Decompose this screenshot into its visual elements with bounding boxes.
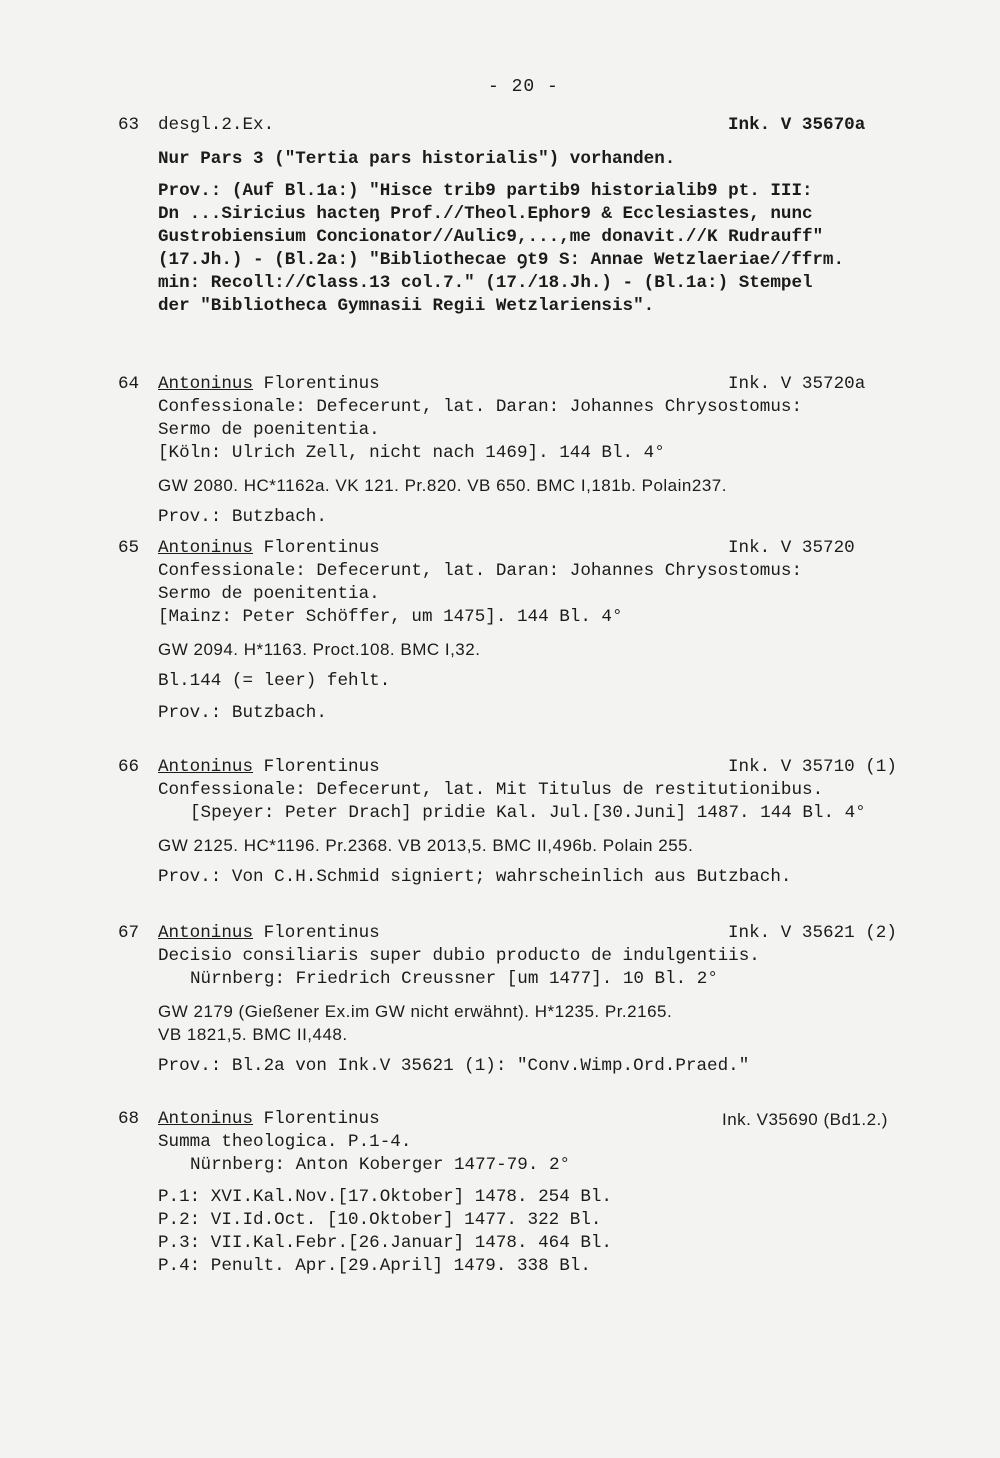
parts-list	[158, 1186, 938, 1278]
shelfmark: Ink. V35690 (Bd1.2.)	[722, 1110, 888, 1129]
provenance: Prov.: Butzbach.	[158, 703, 327, 723]
part-line: P.1: XVI.Kal.Nov.[17.Oktober] 1478. 254 Bl.	[158, 1187, 612, 1207]
entry-number: 67	[118, 923, 140, 943]
author-name: Antoninus	[158, 1109, 254, 1129]
title-line: Sermo de poenitentia.	[158, 584, 380, 604]
references: GW 2179 (Gießener Ex.im GW nicht erwähnt). H*1235. Pr.2165.	[158, 1002, 673, 1021]
entry-body	[158, 537, 938, 725]
references-continued: VB 1821,5. BMC II,448.	[158, 1025, 348, 1044]
provenance-line: der "Bibliotheca Gymnasii Regii Wetzlariensis".	[158, 296, 655, 316]
author-rest: Florentinus	[253, 1109, 380, 1129]
part-line: P.2: VI.Id.Oct. [10.Oktober] 1477. 322 Bl.	[158, 1210, 602, 1230]
collation-note: Bl.144 (= leer) fehlt.	[158, 671, 391, 691]
provenance: Prov.: Bl.2a von Ink.V 35621 (1): "Conv.Wimp.Ord.Praed."	[158, 1056, 750, 1076]
author-name: Antoninus	[158, 538, 254, 558]
shelfmark: Ink. V 35710 (1)	[728, 757, 897, 777]
author-rest: Florentinus	[253, 538, 380, 558]
imprint-line: Nürnberg: Friedrich Creussner [um 1477]. 10 Bl. 2°	[190, 969, 718, 989]
provenance-line: Gustrobiensium Concionator//Aulic9,...,me donavit.//K Rudrauff"	[158, 227, 824, 247]
author-rest: Florentinus	[253, 374, 380, 394]
imprint-line: Nürnberg: Anton Koberger 1477-79. 2°	[190, 1155, 571, 1175]
imprint-line: [Speyer: Peter Drach] pridie Kal. Jul.[30.Juni] 1487. 144 Bl. 4°	[190, 803, 866, 823]
entry-number: 65	[118, 538, 140, 558]
title-line: Decisio consiliaris super dubio producto de indulgentiis.	[158, 946, 760, 966]
entry-body	[158, 922, 938, 1078]
imprint-line: [Mainz: Peter Schöffer, um 1475]. 144 Bl. 4°	[158, 607, 623, 627]
entry-number: 63	[118, 115, 140, 135]
title-line: Sermo de poenitentia.	[158, 420, 380, 440]
provenance-line: Prov.: (Auf Bl.1a:) "Hisce trib9 partib9 historialib9 pt. III:	[158, 181, 813, 201]
shelfmark: Ink. V 35670a	[728, 115, 866, 135]
references: GW 2125. HC*1196. Pr.2368. VB 2013,5. BMC II,496b. Polain 255.	[158, 836, 694, 855]
provenance: Prov.: Butzbach.	[158, 507, 327, 527]
author-name: Antoninus	[158, 374, 254, 394]
author-rest: Florentinus	[253, 923, 380, 943]
entry-number: 66	[118, 757, 140, 777]
part-line: P.3: VII.Kal.Febr.[26.Januar] 1478. 464 Bl.	[158, 1233, 612, 1253]
title-line: Confessionale: Defecerunt, lat. Daran: Johannes Chrysostomus:	[158, 561, 803, 581]
title-line: Summa theologica. P.1-4.	[158, 1132, 412, 1152]
imprint-line: [Köln: Ulrich Zell, nicht nach 1469]. 144 Bl. 4°	[158, 443, 665, 463]
shelfmark: Ink. V 35720	[728, 538, 855, 558]
entry-body	[158, 373, 938, 529]
references: GW 2094. H*1163. Proct.108. BMC I,32.	[158, 640, 481, 659]
provenance-line: min: Recoll://Class.13 col.7." (17./18.Jh.) - (Bl.1a:) Stempel	[158, 273, 813, 293]
entry-body	[158, 1108, 938, 1278]
title-line: Confessionale: Defecerunt, lat. Daran: Johannes Chrysostomus:	[158, 397, 803, 417]
author-name: Antoninus	[158, 757, 254, 777]
provenance-line: Dn ...Siricius hacteᶇ Prof.//Theol.Ephor9 & Ecclesiastes, nunc	[158, 204, 813, 224]
author-name: Antoninus	[158, 923, 254, 943]
page-number: - 20 -	[488, 77, 559, 97]
provenance-line: (17.Jh.) - (Bl.2a:) "Bibliothecae ꝯt9 S: Annae Wetzlaeriae//ffrm.	[158, 250, 845, 270]
holdings-note: Nur Pars 3 ("Tertia pars historialis") vorhanden.	[158, 149, 676, 169]
provenance: Prov.: Von C.H.Schmid signiert; wahrscheinlich aus Butzbach.	[158, 867, 792, 887]
author-rest: Florentinus	[253, 757, 380, 777]
shelfmark: Ink. V 35621 (2)	[728, 923, 897, 943]
title-line: Confessionale: Defecerunt, lat. Mit Titulus de restitutionibus.	[158, 780, 824, 800]
entry-number: 68	[118, 1109, 140, 1129]
references: GW 2080. HC*1162a. VK 121. Pr.820. VB 650. BMC I,181b. Polain237.	[158, 476, 727, 495]
part-line: P.4: Penult. Apr.[29.April] 1479. 338 Bl.	[158, 1256, 591, 1276]
entry-number: 64	[118, 374, 140, 394]
entry-body	[158, 114, 938, 318]
entry-title: desgl.2.Ex.	[158, 115, 275, 135]
shelfmark: Ink. V 35720a	[728, 374, 866, 394]
